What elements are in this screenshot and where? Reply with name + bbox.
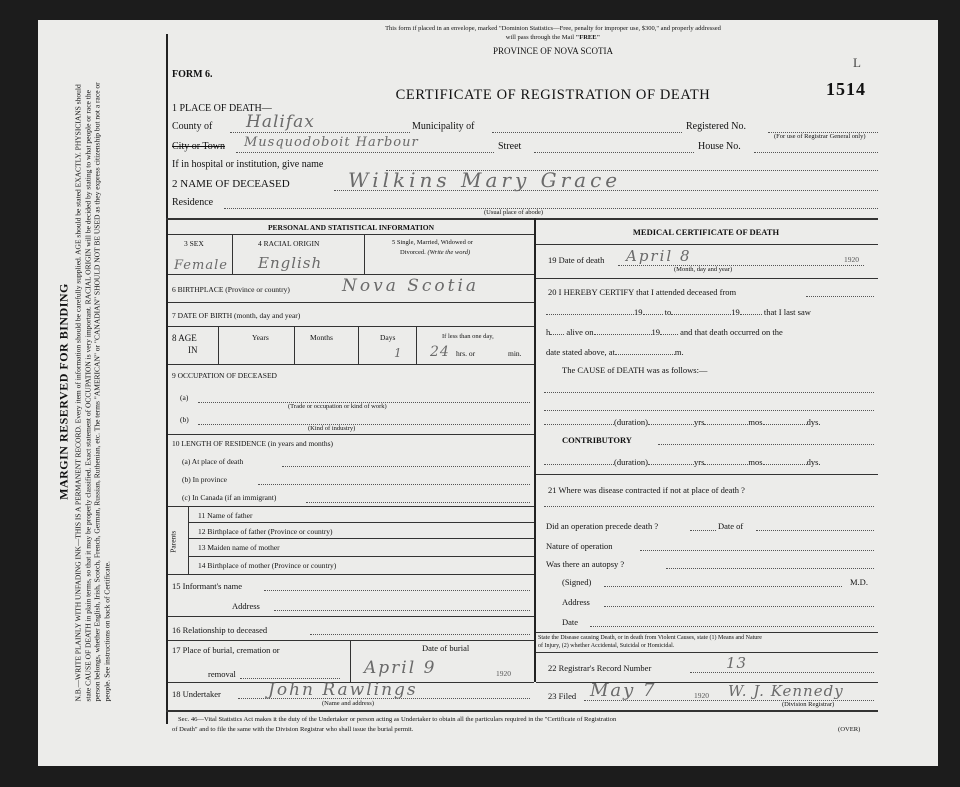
deceased-name-value: Wilkins Mary Grace bbox=[348, 168, 622, 192]
contributory-label: CONTRIBUTORY bbox=[562, 435, 632, 445]
city-value: Musquodoboit Harbour bbox=[244, 135, 419, 150]
deceased-name-label: 2 NAME OF DECEASED bbox=[172, 178, 290, 190]
municipality-label: Municipality of bbox=[412, 121, 475, 132]
marital-label-2: Divorced. (Write the word) bbox=[400, 249, 471, 256]
doctor-address-label: Address bbox=[562, 597, 590, 607]
mother-name-label: 13 Maiden name of mother bbox=[198, 543, 280, 552]
registrar-record-value: 13 bbox=[726, 654, 748, 672]
city-label: City or Town bbox=[172, 141, 226, 152]
province-heading: PROVINCE OF NOVA SCOTIA bbox=[492, 46, 614, 56]
dob-label: 7 DATE OF BIRTH (month, day and year) bbox=[172, 311, 301, 320]
relationship-label: 16 Relationship to deceased bbox=[172, 625, 268, 635]
undertaker-label: 18 Undertaker bbox=[172, 689, 221, 699]
burial-label: 17 Place of burial, cremation or bbox=[172, 645, 280, 655]
hospital-label: If in hospital or institution, give name bbox=[172, 159, 324, 170]
nature-operation-label: Nature of operation bbox=[546, 541, 613, 551]
duration-line-2: (duration) yrs mos dys. bbox=[544, 458, 821, 467]
sex-value: Female bbox=[174, 258, 228, 273]
duration-line-1: (duration) yrs mos dys. bbox=[544, 418, 821, 427]
certify-line-1: 20 I HEREBY CERTIFY that I attended deceased from bbox=[548, 287, 737, 297]
father-birthplace-label: 12 Birthplace of father (Province or country) bbox=[198, 527, 333, 536]
margin-instructions-text: N.B.—WRITE PLAINLY WITH UNFADING INK—THIS IS A PERMANENT RECORD. Every item of information should be carefully supplied. AGE should be stated EXACTLY. PHYSICIANS should state CAUSE OF DEATH in plain terms, so that it may be properly classified. Exact statement of OCCUPATION is very important. RACIAL ORIGIN will be decided by stating to what people or race the person belongs, whether English, Irish, Scotch, French, German, Russian, Ruthenian, etc. The terms "AMERICAN" or "CANADIAN" SHOULD NOT BE USED as they express citizenship but not a race or people. See instructions on back of Certificate. bbox=[73, 82, 112, 702]
cause-label: The CAUSE of DEATH was as follows:— bbox=[562, 365, 708, 375]
marital-label: 5 Single, Married, Widowed or bbox=[392, 239, 473, 246]
residence-a: (a) At place of death bbox=[182, 457, 244, 466]
informant-label: 15 Informant's name bbox=[172, 581, 242, 591]
margin-title: MARGIN RESERVED FOR BINDING bbox=[56, 283, 71, 500]
grid-top-rule bbox=[166, 218, 878, 220]
registrar-record-label: 22 Registrar's Record Number bbox=[548, 663, 652, 673]
undertaker-note: (Name and address) bbox=[322, 700, 374, 707]
autopsy-label: Was there an autopsy ? bbox=[546, 559, 625, 569]
corner-mark: L bbox=[853, 55, 861, 70]
residence-label: Residence bbox=[172, 197, 214, 208]
binding-margin-instructions bbox=[56, 81, 113, 702]
date-death-year: 1920 bbox=[844, 255, 859, 264]
certify-line-4: date stated above, at m. bbox=[546, 347, 684, 357]
form-number: FORM 6. bbox=[172, 69, 213, 80]
registered-no-label: Registered No. bbox=[686, 121, 746, 132]
min-label: min. bbox=[508, 349, 522, 358]
date-death-note: (Month, day and year) bbox=[674, 266, 733, 273]
county-line bbox=[230, 132, 410, 133]
city-line bbox=[236, 152, 494, 153]
certify-line-3: h alive on 19 and that death occurred on the bbox=[546, 327, 783, 337]
date-burial-value: April 9 bbox=[364, 658, 437, 678]
racial-origin-value: English bbox=[258, 254, 323, 272]
street-label: Street bbox=[498, 141, 522, 152]
postal-notice-2: will pass through the Mail "FREE" bbox=[505, 34, 601, 41]
residence-line bbox=[224, 208, 878, 209]
birthplace-value: Nova Scotia bbox=[342, 276, 480, 296]
sex-label: 3 SEX bbox=[184, 239, 204, 248]
municipality-line bbox=[492, 132, 682, 133]
occupation-b: (b) bbox=[180, 415, 189, 424]
medical-heading: MEDICAL CERTIFICATE OF DEATH bbox=[632, 227, 780, 237]
days-value: 1 bbox=[394, 346, 403, 360]
state-disease-note-1: State the Disease causing Death, or in death from Violent Causes, state (1) Means and Nature bbox=[538, 635, 762, 641]
birthplace-label: 6 BIRTHPLACE (Province or country) bbox=[172, 285, 290, 294]
filed-year: 1920 bbox=[694, 691, 709, 700]
house-no-line bbox=[754, 152, 878, 153]
date-death-value: April 8 bbox=[626, 247, 692, 265]
father-name-label: 11 Name of father bbox=[198, 511, 253, 520]
days-label: Days bbox=[380, 333, 396, 342]
center-divider bbox=[534, 218, 536, 682]
street-line bbox=[534, 152, 694, 153]
house-no-label: House No. bbox=[698, 141, 741, 152]
residence-b: (b) In province bbox=[182, 475, 227, 484]
doctor-date-label: Date bbox=[562, 617, 579, 627]
sec46-line-1: Sec. 46—Vital Statistics Act makes it the duty of the Undertaker or person acting as Undertaker to obtain all the particulars required in the "Certificate of Registration bbox=[178, 716, 617, 723]
filed-label: 23 Filed bbox=[548, 691, 577, 701]
signed-label: (Signed) bbox=[562, 577, 592, 587]
parents-label: Parents bbox=[168, 530, 178, 553]
occupation-b-note: (Kind of industry) bbox=[308, 425, 356, 432]
racial-origin-label: 4 RACIAL ORIGIN bbox=[258, 239, 320, 248]
residence-note: (Usual place of abode) bbox=[484, 209, 544, 216]
mother-birthplace-label: 14 Birthplace of mother (Province or country) bbox=[198, 561, 337, 570]
date-death-label: 19 Date of death bbox=[548, 255, 605, 265]
less-than-day-label: If less than one day, bbox=[442, 333, 494, 340]
informant-address-label: Address bbox=[232, 601, 260, 611]
certificate-paper bbox=[38, 20, 938, 766]
place-of-death-heading: 1 PLACE OF DEATH— bbox=[172, 103, 272, 114]
sec46-line-2: of Death" and to file the same with the Division Registrar who shall issue the burial permit. bbox=[172, 726, 414, 733]
over-label: (OVER) bbox=[838, 726, 861, 733]
date-burial-year: 1920 bbox=[496, 669, 511, 678]
date-burial-label: Date of burial bbox=[422, 643, 470, 653]
certify-line-2: 19 to 19 that I last saw bbox=[546, 308, 811, 317]
filed-value: May 7 bbox=[590, 680, 657, 701]
removal-label: removal bbox=[208, 669, 236, 679]
postal-notice: This form if placed in an envelope, marked "Dominion Statistics—Free, penalty for improper use, $300," and properly addressed bbox=[385, 25, 721, 32]
hrs-label: hrs. or bbox=[456, 349, 476, 358]
date-of-label: Date of bbox=[718, 521, 744, 531]
md-label: M.D. bbox=[850, 577, 868, 587]
county-label: County of bbox=[172, 121, 213, 132]
certificate-number: 1514 bbox=[826, 79, 866, 99]
certificate-title: CERTIFICATE OF REGISTRATION OF DEATH bbox=[395, 87, 711, 103]
undertaker-value: John Rawlings bbox=[268, 680, 418, 700]
county-value: Halifax bbox=[246, 112, 315, 132]
occupation-label: 9 OCCUPATION OF DECEASED bbox=[172, 371, 277, 380]
residence-length-label: 10 LENGTH OF RESIDENCE (in years and months) bbox=[172, 439, 334, 448]
margin-rule bbox=[166, 34, 168, 724]
registrar-general-note: (For use of Registrar General only) bbox=[774, 133, 866, 140]
occupation-a-note: (Trade or occupation or kind of work) bbox=[288, 403, 387, 410]
hours-value: 24 bbox=[430, 344, 450, 360]
contracted-label: 21 Where was disease contracted if not at place of death ? bbox=[548, 485, 745, 495]
years-label: Years bbox=[252, 333, 269, 342]
residence-c: (c) In Canada (if an immigrant) bbox=[182, 493, 277, 502]
months-label: Months bbox=[310, 333, 333, 342]
occupation-a: (a) bbox=[180, 393, 189, 402]
age-label-2: IN bbox=[188, 345, 198, 355]
division-registrar-note: (Division Registrar) bbox=[782, 701, 835, 708]
state-disease-note-2: of Injury, (2) whether Accidental, Suicidal or Homicidal. bbox=[538, 643, 675, 649]
age-label: 8 AGE bbox=[172, 333, 197, 343]
operation-label: Did an operation precede death ? bbox=[546, 521, 659, 531]
personal-heading: PERSONAL AND STATISTICAL INFORMATION bbox=[267, 223, 435, 232]
division-registrar-signature: W. J. Kennedy bbox=[728, 682, 844, 700]
